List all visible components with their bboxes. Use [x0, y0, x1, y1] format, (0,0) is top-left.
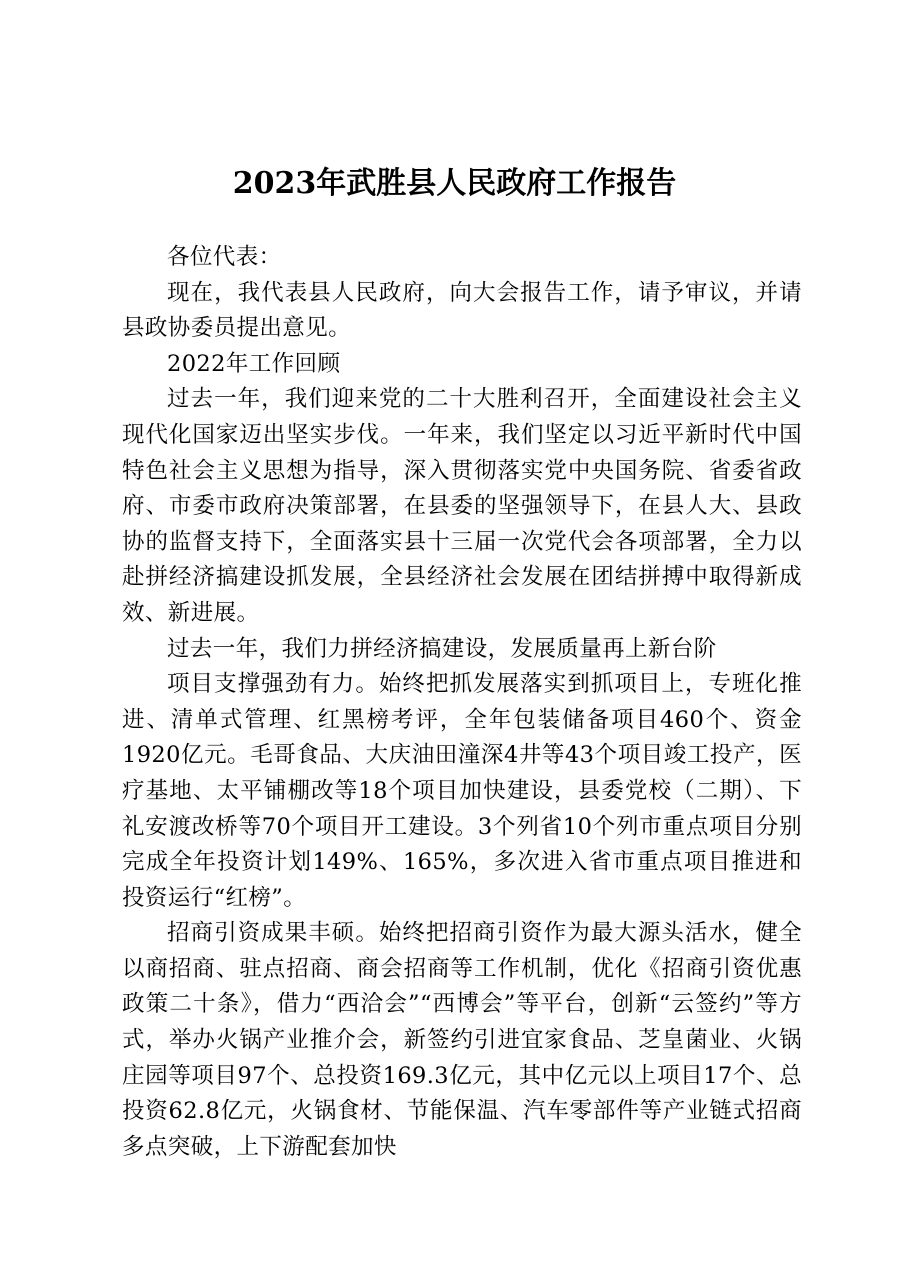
body-paragraph: 过去一年，我们迎来党的二十大胜利召开，全面建设社会主义现代化国家迈出坚实步伐。一年来，我们坚定以习近平新时代中国特色社会主义思想为指导，深入贯彻落实党中央国务院、省委省政府、市委市政府决策部署，在县委的坚强领导下，在县人大、县政协的监督支持下，全面落实县十三届一次党代会各项部署，全力以赴拼经济搞建设抓发展，全县经济社会发展在团结拼搏中取得新成效、新进展。 [122, 386, 802, 626]
salutation-paragraph: 各位代表： [167, 244, 282, 270]
body-paragraph: 招商引资成果丰硕。始终把招商引资作为最大源头活水，健全以商招商、驻点招商、商会招商等工作机制，优化《招商引资优惠政策二十条》，借力“西洽会”“西博会”等平台，创新“云签约”等方式，举办火锅产业推介会，新签约引进宜家食品、芝皇菌业、火锅庄园等项目97个、总投资169.3亿元，其中亿元以上项目17个、总投资62.8亿元，火锅食材、节能保温、汽车零部件等产业链式招商多点突破，上下游配套加快 [122, 920, 802, 1160]
document-title: 2023年武胜县人民政府工作报告 [232, 166, 677, 201]
document-body [122, 240, 802, 1165]
subsection-heading: 过去一年，我们力拼经济搞建设，发展质量再上新台阶 [167, 635, 717, 662]
body-paragraph: 项目支撑强劲有力。始终把抓发展落实到抓项目上，专班化推进、清单式管理、红黑榜考评，全年包装储备项目460个、资金1920亿元。毛哥食品、大庆油田潼深4井等43个项目竣工投产，医疗基地、太平铺棚改等18个项目加快建设，县委党校（二期）、下礼安渡改桥等70个项目开工建设。3个列省10个列市重点项目分别完成全年投资计划149%、165%，多次进入省市重点项目推进和投资运行“红榜”。 [122, 671, 802, 911]
opening-paragraph: 现在，我代表县人民政府，向大会报告工作，请予审议，并请县政协委员提出意见。 [122, 279, 802, 342]
section-heading-review: 2022年工作回顾 [167, 350, 341, 377]
